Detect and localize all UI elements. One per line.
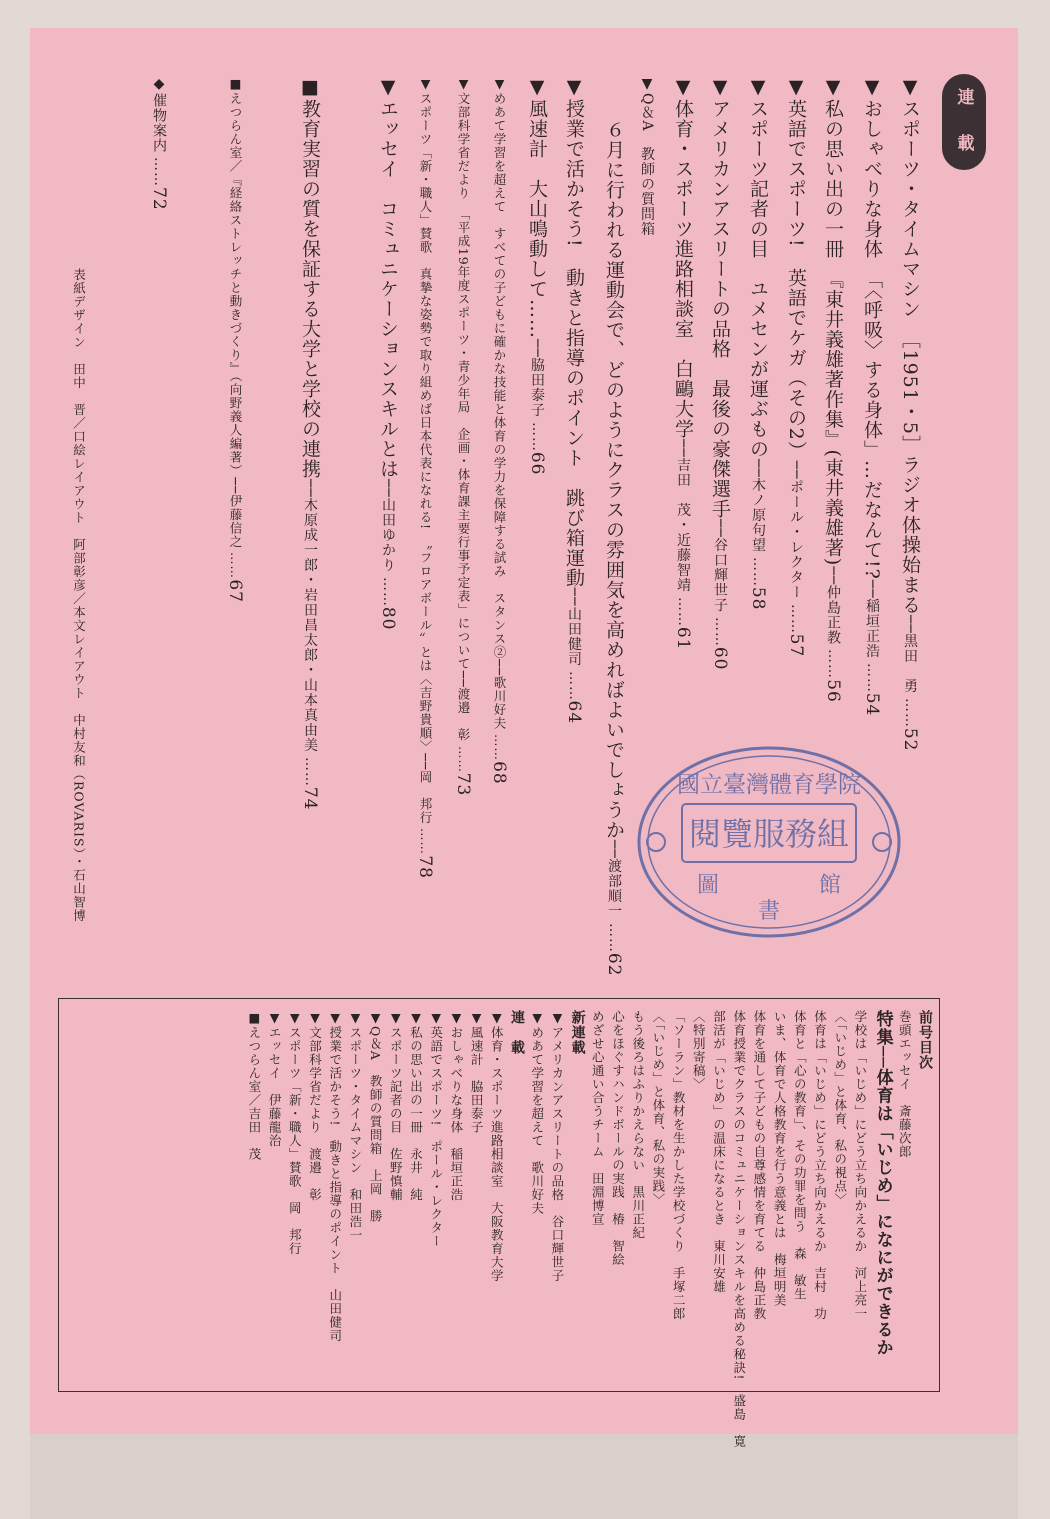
previous-issue-line: 体育を通して子どもの自尊感情を育てる 仲島正教: [751, 1010, 767, 1321]
previous-issue-line: ▼私の思い出の一冊 永井 純: [408, 1010, 424, 1202]
previous-issue-line: 「ソーラン」教材を生かした学校づくり 手塚二郎: [671, 1010, 687, 1321]
previous-issue-line: もう後ろはふりかえらない 黒川正紀: [630, 1010, 646, 1240]
toc-entry[interactable]: ■えつらん室／『経絡ストレッチと動きづくり』（向野義人編著）──伊藤信之……67: [225, 76, 245, 603]
toc-entry[interactable]: ▼スポーツ・タイムマシン ［1951・5］ラジオ体操始まる──黒田 勇……52: [899, 76, 921, 752]
toc-entry[interactable]: ▼スポーツ「新・職人」賛歌 真摯な姿勢で取り組めば日本代表になれる! 〝フロアボール〟とは〈吉野貴順〉──岡 邦行……78: [415, 76, 435, 879]
toc-entry[interactable]: ▼めあて学習を超えて すべての子どもに確かな技能と体育の学力を保障する試み スタンス②──歌川好夫……68: [489, 76, 509, 785]
previous-issue-line: 体育授業でクラスのコミュニケーションスキルを高める秘訣! 盛島 寛: [731, 1010, 747, 1449]
toc-entry[interactable]: ６月に行われる運動会で、どのようにクラスの雰囲気を高めればよいでしょうか──渡部順一……62: [603, 120, 625, 977]
previous-issue-line: 特集──体育は「いじめ」になにができるか: [872, 1010, 893, 1357]
previous-issue-line: いま、体育で人格教育を行う意義とは 梅垣明美: [772, 1010, 788, 1307]
library-stamp-graphic: [634, 742, 904, 942]
previous-issue-line: めざせ心通い合うチーム 田淵博宣: [590, 1010, 606, 1226]
toc-entry[interactable]: ▼私の思い出の一冊 『東井義雄著作集』(東井義雄著)──仲島正教……56: [822, 76, 844, 703]
bottom-margin: [30, 1434, 1018, 1519]
previous-issue-line: 部活が「いじめ」の温床になるとき 東川安雄: [711, 1010, 727, 1294]
previous-issue-line: ▼エッセイ 伊藤龍治: [267, 1010, 283, 1148]
stamp-bottom-left: 圖: [696, 873, 720, 898]
previous-issue-line: ▼体育・スポーツ進路相談室 大阪教育大学: [489, 1010, 505, 1283]
stamp-bottom-mid: 書: [757, 899, 781, 924]
previous-issue-line: 連 載: [509, 1010, 525, 1055]
previous-issue-line: ▼風速計 脇田泰子: [469, 1010, 485, 1134]
library-stamp: [634, 742, 904, 942]
toc-entry[interactable]: ▼エッセイ コミュニケーションスキルとは──山田ゆかり……80: [377, 76, 399, 631]
toc-entry[interactable]: ▼体育・スポーツ進路相談室 白鷗大学──吉田 茂・近藤智靖……61: [672, 76, 694, 651]
previous-issue-line: 学校は「いじめ」にどう立ち向かえるか 河上亮一: [852, 1010, 868, 1321]
toc-entry[interactable]: ▼おしゃべりな身体 「〈呼吸〉する身体」…だなんて!?──稲垣正浩……54: [861, 76, 883, 717]
previous-issue-line: ▼おしゃべりな身体 稲垣正浩: [448, 1010, 464, 1202]
previous-issue-heading: 前号目次: [917, 1010, 933, 1070]
previous-issue-line: ▼めあて学習を超えて 歌川好夫: [529, 1010, 545, 1215]
toc-entry[interactable]: ▼アメリカンアスリートの品格 最後の豪傑選手──谷口輝世子……60: [709, 76, 731, 671]
previous-issue-line: ▼スポーツ記者の目 佐野慎輔: [388, 1010, 404, 1202]
previous-issue-line: ▼英語でスポーツ! ポール・レクター: [428, 1010, 444, 1249]
stamp-center-text: 閱覽服務組: [688, 815, 850, 853]
previous-issue-line: ▼アメリカンアスリートの品格 谷口輝世子: [549, 1010, 565, 1283]
previous-issue-line: 〈特別寄稿〉: [691, 1010, 707, 1091]
stamp-top-text: 國立臺灣體育學院: [677, 772, 861, 798]
toc-entry[interactable]: ▼風速計 大山鳴動して……──脇田泰子……66: [526, 76, 548, 476]
previous-issue-line: ▼授業で活かそう! 動きと指導のポイント 山田健司: [327, 1010, 343, 1343]
stamp-bottom-right: 館: [818, 873, 842, 898]
credits: 表紙デザイン 田中 晋／口絵レイアウト 阿部彰彦／本文レイアウト 中村友和（ROVARIS）・石山智博: [71, 268, 87, 923]
toc-entry[interactable]: ◆催物案内……72: [149, 76, 169, 211]
toc-entry[interactable]: ▼英語でスポーツ! 英語でケガ（その2）──ポール・レクター……57: [785, 76, 807, 658]
toc-entry[interactable]: ■教育実習の質を保証する大学と学校の連携──木原成一郎・岩田昌太郎・山本真由美……74: [299, 76, 321, 811]
previous-issue-line: 巻頭エッセイ 斎藤次郎: [897, 1010, 913, 1159]
previous-issue-line: 新連載: [569, 1010, 586, 1055]
previous-issue-line: 〈「いじめ」と体育、私の視点〉: [832, 1010, 848, 1207]
previous-issue-line: 心をほぐすハンドボールの実践 椿 智絵: [610, 1010, 626, 1267]
toc-entry[interactable]: ▼授業で活かそう! 動きと指導のポイント 跳び箱運動──山田健司……64: [563, 76, 585, 725]
previous-issue-line: ■えつらん室／吉田 茂: [246, 1010, 262, 1161]
previous-issue-line: ▼文部科学省だより 渡邉 彰: [307, 1010, 323, 1202]
toc-entry-header[interactable]: ▼Q＆A 教師の質問箱: [639, 76, 655, 237]
previous-issue-line: 体育は「いじめ」にどう立ち向かえるか 吉村 功: [812, 1010, 828, 1321]
previous-issue-line: ▼スポーツ「新・職人」賛歌 岡 邦行: [287, 1010, 303, 1256]
toc-entry[interactable]: ▼文部科学省だより 「平成19年度スポーツ・青少年局 企画・体育課主要行事予定表」について──渡邉 彰……73: [453, 76, 473, 797]
previous-issue-line: 〈「いじめ」と体育、私の実践〉: [650, 1010, 666, 1207]
toc-entry[interactable]: ▼スポーツ記者の目 ユメセンが運ぶもの──木ノ原句望……58: [747, 76, 769, 611]
section-label: 連 載: [942, 74, 986, 170]
previous-issue-line: 体育と「心の教育」、その功罪を問う 森 敏生: [792, 1010, 808, 1301]
previous-issue-line: ▼Q＆A 教師の質問箱 上岡 勝: [368, 1010, 384, 1223]
previous-issue-line: ▼スポーツ・タイムマシン 和田浩一: [347, 1010, 363, 1242]
